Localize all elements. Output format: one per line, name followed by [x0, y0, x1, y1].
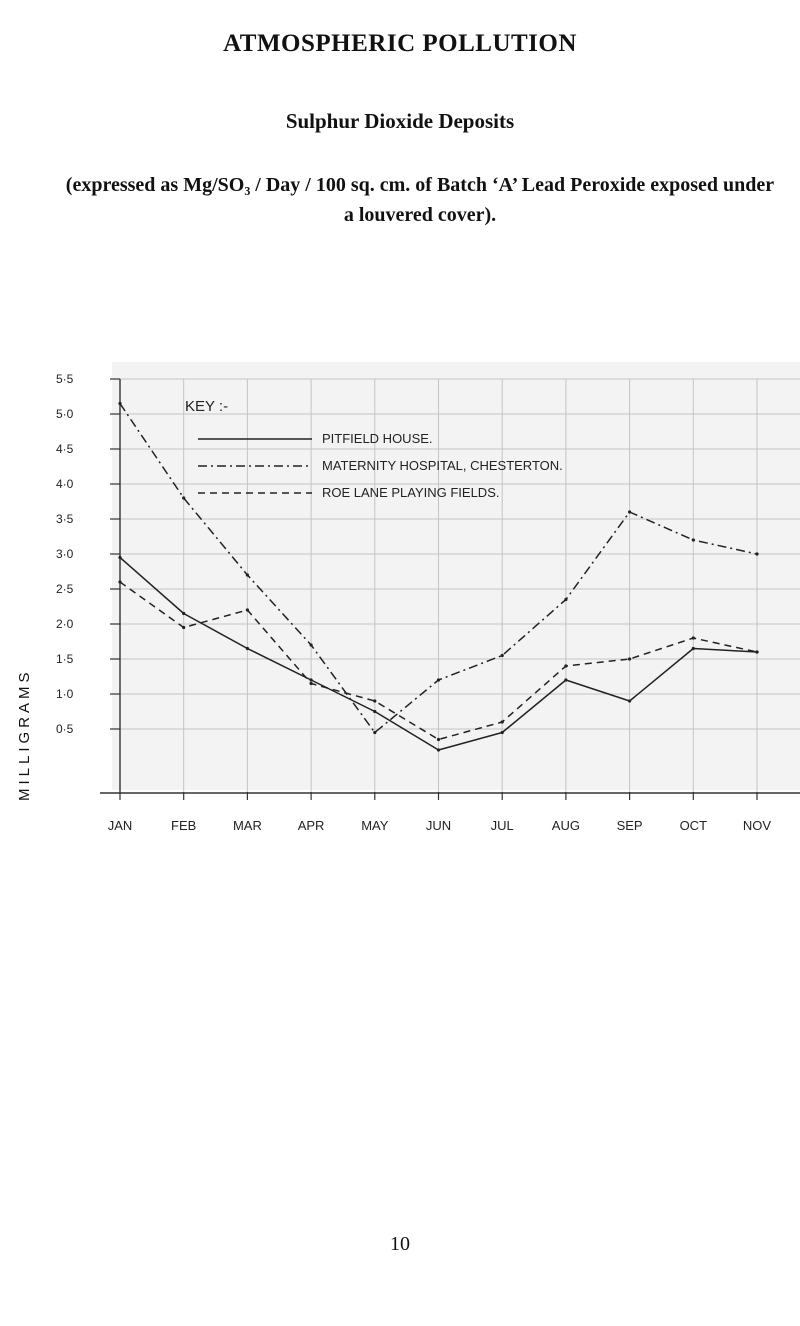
- legend-title: KEY :-: [185, 398, 229, 415]
- x-tick-label-jun: JUN: [425, 818, 452, 833]
- y-tick-label-2: 4·5: [56, 442, 74, 456]
- legend-label-1: MATERNITY HOSPITAL, CHESTERTON.: [322, 458, 563, 473]
- series-2-point-0: [118, 580, 121, 583]
- y-tick-label-3: 4·0: [56, 477, 74, 491]
- series-2-point-7: [564, 664, 567, 667]
- chart-paper-background: [112, 362, 800, 790]
- x-tick-label-aug: AUG: [551, 818, 580, 833]
- series-2-point-4: [373, 699, 376, 702]
- legend-label-0: PITFIELD HOUSE.: [322, 431, 433, 446]
- series-2-point-2: [246, 608, 249, 611]
- series-2-point-5: [437, 738, 440, 741]
- y-tick-label-0: 5·5: [56, 372, 74, 386]
- series-1-point-2: [246, 573, 249, 576]
- series-0-point-4: [373, 710, 376, 713]
- series-0-point-1: [182, 612, 185, 615]
- x-tick-label-may: MAY: [361, 818, 389, 833]
- y-tick-label-9: 1·0: [56, 687, 74, 701]
- y-tick-label-4: 3·5: [56, 512, 74, 526]
- series-0-point-2: [246, 647, 249, 650]
- page-number: 10: [390, 1233, 410, 1255]
- x-tick-label-feb: FEB: [171, 818, 197, 833]
- series-1-point-9: [692, 538, 695, 541]
- series-1-point-7: [564, 598, 567, 601]
- y-tick-label-6: 2·5: [56, 582, 74, 596]
- x-tick-label-nov: NOV: [742, 818, 772, 833]
- series-1-point-10: [755, 552, 758, 555]
- series-0-point-9: [692, 647, 695, 650]
- y-tick-label-7: 2·0: [56, 617, 74, 631]
- x-tick-label-jan: JAN: [107, 818, 133, 833]
- chart-subtitle: Sulphur Dioxide Deposits: [285, 109, 515, 133]
- series-1-point-0: [118, 402, 121, 405]
- series-2-point-8: [628, 657, 631, 660]
- series-1-point-6: [501, 654, 504, 657]
- series-0-point-7: [564, 678, 567, 681]
- page-title: ATMOSPHERIC POLLUTION: [223, 30, 577, 57]
- y-tick-label-1: 5·0: [56, 407, 74, 421]
- series-1-point-4: [373, 731, 376, 734]
- x-tick-label-oct: OCT: [679, 818, 708, 833]
- series-2-point-9: [692, 636, 695, 639]
- chart-caption: (expressed as Mg/SO₃ / Day / 100 sq. cm. of Batch ‘A’ Lead Peroxide exposed under a louvered cover).: [65, 174, 775, 226]
- series-1-point-8: [628, 510, 631, 513]
- series-0-point-5: [437, 748, 440, 751]
- series-2-point-1: [182, 626, 185, 629]
- series-2-point-6: [501, 720, 504, 723]
- series-0-point-3: [310, 678, 313, 681]
- series-0-point-0: [118, 556, 121, 559]
- series-1-point-5: [437, 678, 440, 681]
- legend-label-2: ROE LANE PLAYING FIELDS.: [322, 485, 500, 500]
- sulphur-dioxide-line-chart: [0, 360, 800, 800]
- series-1-point-3: [310, 643, 313, 646]
- series-0-point-6: [501, 731, 504, 734]
- x-tick-label-mar: MAR: [232, 818, 262, 833]
- series-0-point-8: [628, 699, 631, 702]
- series-2-point-3: [310, 682, 313, 685]
- series-2-point-10: [755, 650, 758, 653]
- x-tick-label-jul: JUL: [490, 818, 514, 833]
- y-tick-label-8: 1·5: [56, 652, 74, 666]
- y-axis-side-label: MILLIGRAMS: [16, 668, 33, 802]
- x-tick-label-sep: SEP: [616, 818, 643, 833]
- series-1-point-1: [182, 496, 185, 499]
- y-tick-label-5: 3·0: [56, 547, 74, 561]
- y-tick-label-10: 0·5: [56, 722, 74, 736]
- x-tick-label-apr: APR: [297, 818, 325, 833]
